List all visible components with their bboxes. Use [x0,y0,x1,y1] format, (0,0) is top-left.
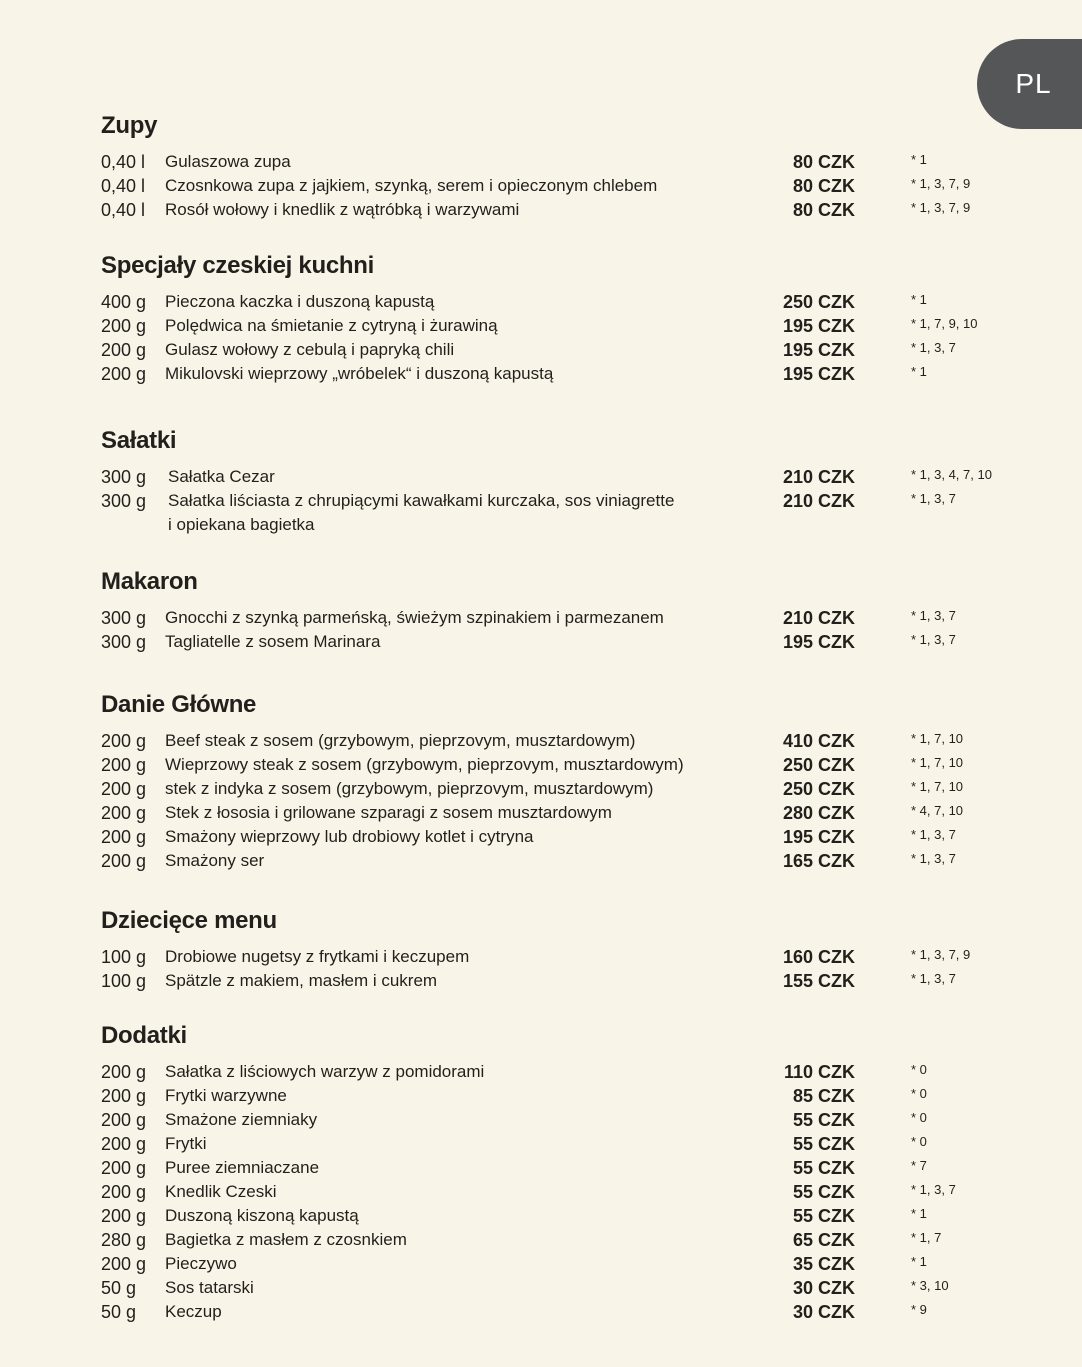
item-name: Wieprzowy steak z sosem (grzybowym, pieprzovym, musztardowym) [165,755,684,774]
item-price: 210 CZK [782,491,855,511]
menu-item [101,1204,1001,1228]
item-qty: 0,40 l [101,152,146,172]
item-qty: 200 g [101,731,147,751]
menu-item [101,630,1001,654]
menu-item [101,1132,1001,1156]
item-name: Keczup [165,1302,222,1321]
section-zupy [101,112,1001,222]
section-makaron [101,568,1001,654]
menu-item [101,777,1001,801]
section-salatki [101,427,1001,537]
section-danie-glowne [101,691,1001,873]
menu-item [101,198,1001,222]
item-name-line1: Sałatka liściasta z chrupiącymi kawałkami kurczaka, sos viniagrette [168,491,675,510]
item-price: 210 CZK [782,608,855,628]
menu-item [101,825,1001,849]
item-qty: 200 g [101,1134,147,1154]
menu-item [101,1276,1001,1300]
menu-item [101,606,1001,630]
item-name: Beef steak z sosem (grzybowym, pieprzovym, musztardowym) [165,731,636,750]
item-allergens: * 1, 7, 10 [911,755,964,770]
item-name: Polędwica na śmietanie z cytryną i żurawiną [165,316,498,335]
item-qty: 50 g [101,1278,137,1298]
item-price: 30 CZK [792,1302,855,1322]
item-name: Frytki warzywne [165,1086,287,1105]
item-name: Smażony ser [165,851,265,870]
menu-item [101,729,1001,753]
item-allergens: * 4, 7, 10 [911,803,964,818]
menu-item [101,362,1001,386]
item-allergens: * 1 [911,1254,927,1269]
item-allergens: * 1, 3, 7 [911,608,956,623]
item-name: Smażony wieprzowy lub drobiowy kotlet i cytryna [165,827,534,846]
item-price: 155 CZK [782,971,855,991]
item-qty: 0,40 l [101,200,146,220]
item-name: Sałatka Cezar [168,467,275,486]
language-tab[interactable]: PL [977,39,1082,129]
item-qty: 200 g [101,1086,147,1106]
item-qty: 200 g [101,1182,147,1202]
item-allergens: * 0 [911,1110,927,1125]
item-qty: 100 g [101,947,147,967]
item-name: Frytki [165,1134,207,1153]
item-allergens: * 1, 3, 7 [911,632,956,647]
item-name: Tagliatelle z sosem Marinara [165,632,381,651]
section-title: Specjały czeskiej kuchni [101,252,374,279]
item-name: Smażone ziemniaky [165,1110,318,1129]
item-qty: 200 g [101,1062,147,1082]
item-price: 55 CZK [792,1134,855,1154]
item-qty: 200 g [101,340,147,360]
item-qty: 280 g [101,1230,147,1250]
item-qty: 200 g [101,755,147,775]
item-name: Stek z łososia i grilowane szparagi z sosem musztardowym [165,803,612,822]
item-name: Knedlik Czeski [165,1182,277,1201]
menu-item [101,969,1001,993]
menu-item [101,801,1001,825]
item-allergens: * 1, 3, 4, 7, 10 [911,467,992,482]
menu-item [101,150,1001,174]
menu-item [101,1252,1001,1276]
item-price: 55 CZK [792,1110,855,1130]
item-name: Czosnkowa zupa z jajkiem, szynką, serem i opieczonym chlebem [165,176,658,195]
item-allergens: * 1 [911,1206,927,1221]
section-specjaly [101,252,1001,386]
item-name: Gulasz wołowy z cebulą i papryką chili [165,340,455,359]
item-qty: 100 g [101,971,147,991]
item-name: Sos tatarski [165,1278,254,1297]
item-price: 85 CZK [792,1086,855,1106]
item-price: 35 CZK [792,1254,855,1274]
section-title: Dziecięce menu [101,907,277,934]
item-qty: 50 g [101,1302,137,1322]
menu-item [101,1156,1001,1180]
item-price: 195 CZK [782,364,855,384]
item-name: Drobiowe nugetsy z frytkami i keczupem [165,947,470,966]
item-price: 195 CZK [782,340,855,360]
item-qty: 300 g [101,608,147,628]
section-title: Zupy [101,112,158,139]
item-name: Spätzle z makiem, masłem i cukrem [165,971,438,990]
item-qty: 200 g [101,1158,147,1178]
item-qty: 200 g [101,364,147,384]
section-title: Danie Główne [101,691,257,718]
item-allergens: * 1, 3, 7 [911,340,956,355]
item-allergens: * 1, 3, 7, 9 [911,200,971,215]
item-price: 30 CZK [792,1278,855,1298]
item-qty: 200 g [101,1254,147,1274]
item-price: 250 CZK [782,292,855,312]
item-qty: 300 g [101,632,147,652]
menu-item [101,849,1001,873]
menu-item [101,174,1001,198]
item-qty: 200 g [101,1110,147,1130]
item-price: 195 CZK [782,827,855,847]
menu-item [101,1108,1001,1132]
item-allergens: * 1, 7, 9, 10 [911,316,978,331]
item-qty: 400 g [101,292,147,312]
item-allergens: * 7 [911,1158,927,1173]
section-title: Dodatki [101,1022,187,1049]
item-allergens: * 1, 7 [911,1230,942,1245]
item-price: 195 CZK [782,632,855,652]
item-price: 80 CZK [792,152,855,172]
item-allergens: * 1, 3, 7 [911,1182,956,1197]
item-price: 280 CZK [782,803,855,823]
item-qty: 200 g [101,779,147,799]
item-name: Pieczywo [165,1254,237,1273]
item-qty: 200 g [101,803,147,823]
item-price: 55 CZK [792,1206,855,1226]
item-price: 80 CZK [792,200,855,220]
item-allergens: * 1, 3, 7 [911,827,956,842]
item-price: 110 CZK [783,1062,855,1082]
menu-item [101,1228,1001,1252]
item-name: Gnocchi z szynką parmeńską, świeżym szpinakiem i parmezanem [165,608,664,627]
item-price: 65 CZK [792,1230,855,1250]
item-name: stek z indyka z sosem (grzybowym, pieprzovym, musztardowym) [165,779,654,798]
item-name: Pieczona kaczka i duszoną kapustą [165,292,435,311]
item-allergens: * 0 [911,1086,927,1101]
menu-item [101,1060,1001,1084]
item-allergens: * 1, 3, 7 [911,491,956,506]
menu-item [101,1084,1001,1108]
item-qty: 200 g [101,1206,147,1226]
section-title: Sałatki [101,427,177,454]
item-allergens: * 1 [911,364,927,379]
menu-item [101,945,1001,969]
item-allergens: * 1, 3, 7, 9 [911,176,971,191]
item-allergens: * 9 [911,1302,927,1317]
menu-item [101,1180,1001,1204]
item-name: Rosół wołowy i knedlik z wątróbką i warzywami [165,200,520,219]
menu-item [101,489,1001,537]
item-qty: 300 g [101,467,147,487]
item-allergens: * 1, 3, 7, 9 [911,947,971,962]
item-allergens: * 1, 3, 7 [911,971,956,986]
item-name: Bagietka z masłem z czosnkiem [165,1230,407,1249]
menu-item [101,290,1001,314]
item-qty: 200 g [101,851,147,871]
item-allergens: * 0 [911,1062,927,1077]
item-price: 160 CZK [782,947,855,967]
item-price: 210 CZK [782,467,855,487]
item-name: Puree ziemniaczane [165,1158,320,1177]
item-name: Duszoną kiszoną kapustą [165,1206,359,1225]
menu-item [101,338,1001,362]
item-qty: 200 g [101,827,147,847]
item-qty: 0,40 l [101,176,146,196]
item-name: Gulaszowa zupa [165,152,291,171]
item-price: 165 CZK [782,851,855,871]
item-allergens: * 1, 3, 7 [911,851,956,866]
item-name-line2: i opiekana bagietka [168,515,315,534]
item-qty: 300 g [101,491,147,511]
item-name: Mikulovski wieprzowy „wróbelek“ i duszoną kapustą [165,364,554,383]
section-title: Makaron [101,568,198,595]
menu-item [101,314,1001,338]
item-price: 55 CZK [792,1158,855,1178]
menu-item [101,465,1001,489]
item-name [168,489,728,537]
menu-item [101,753,1001,777]
section-dzieciece-menu [101,907,1001,993]
item-allergens: * 1, 7, 10 [911,779,964,794]
item-allergens: * 0 [911,1134,927,1149]
item-allergens: * 1 [911,152,927,167]
item-name: Sałatka z liściowych warzyw z pomidorami [165,1062,485,1081]
item-price: 55 CZK [792,1182,855,1202]
item-price: 250 CZK [782,755,855,775]
section-dodatki [101,1022,1001,1324]
item-allergens: * 1 [911,292,927,307]
item-allergens: * 3, 10 [911,1278,949,1293]
item-price: 410 CZK [782,731,855,751]
item-allergens: * 1, 7, 10 [911,731,964,746]
item-price: 250 CZK [782,779,855,799]
item-qty: 200 g [101,316,147,336]
item-price: 195 CZK [782,316,855,336]
menu-item [101,1300,1001,1324]
item-price: 80 CZK [792,176,855,196]
